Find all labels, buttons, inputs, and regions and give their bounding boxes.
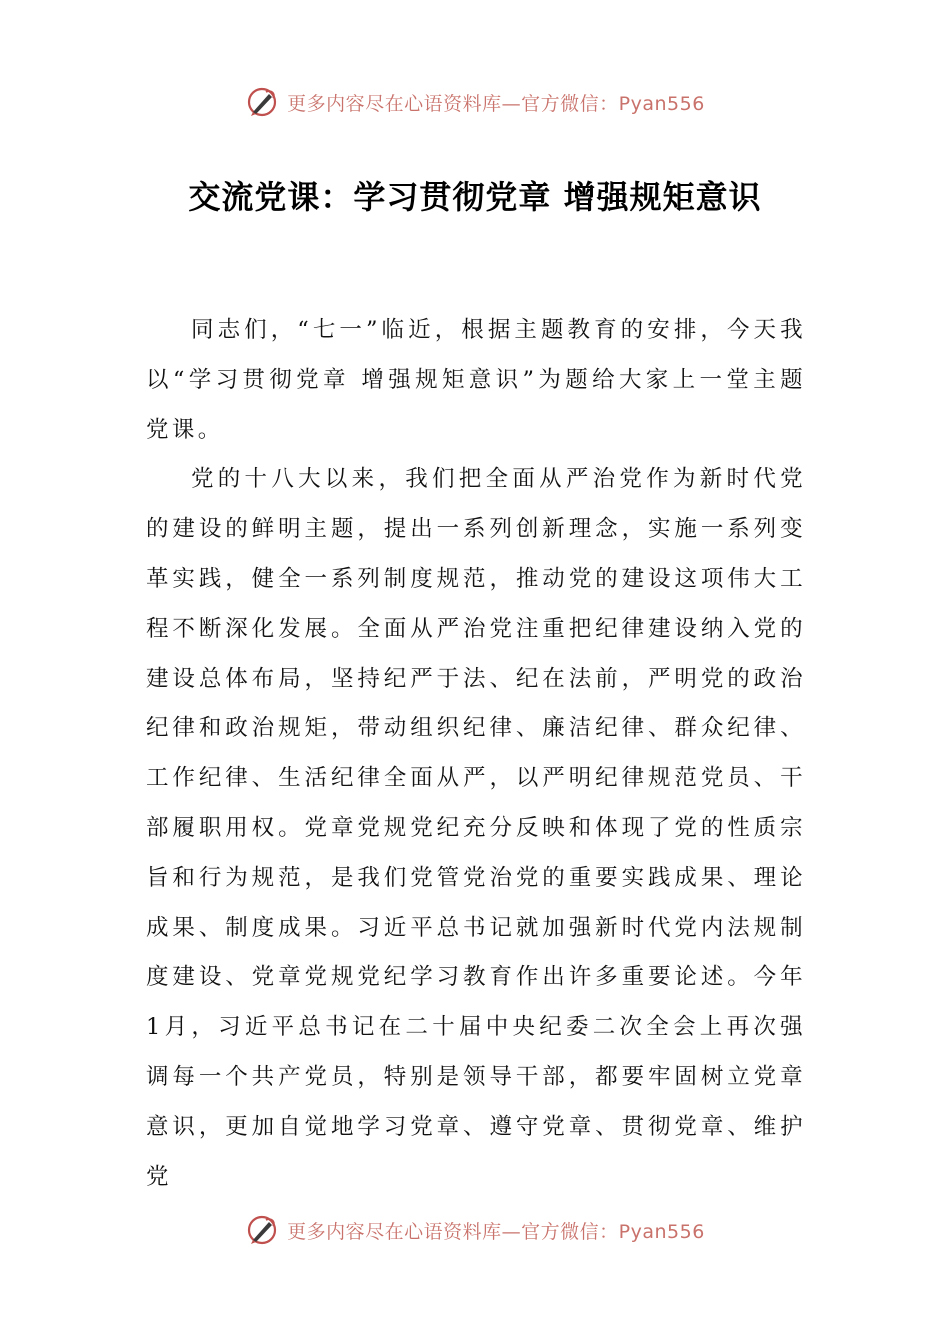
header-watermark: [0, 82, 950, 122]
paragraph: 党的十八大以来，我们把全面从严治党作为新时代党的建设的鲜明主题，提出一系列创新理念，实施一系列变革实践，健全一系列制度规范，推动党的建设这项伟大工程不断深化发展。全面从严治党注重把纪律建设纳入党的建设总体布局，坚持纪严于法、纪在法前，严明党的政治纪律和政治规矩，带动组织纪律、廉洁纪律、群众纪律、工作纪律、生活纪律全面从严，以严明纪律规范党员、干部履职用权。党章党规党纪充分反映和体现了党的性质宗旨和行为规范，是我们党管党治党的重要实践成果、理论成果、制度成果。习近平总书记就加强新时代党内法规制度建设、党章党规党纪学习教育作出许多重要论述。今年1月，习近平总书记在二十届中央纪委二次全会上再次强调每一个共产党员，特别是领导干部，都要牢固树立党章意识，更加自觉地学习党章、遵守党章、贯彻党章、维护党: [146, 466, 806, 1190]
document-body: [146, 306, 806, 1202]
paragraph: 同志们，“七一”临近，根据主题教育的安排，今天我以“学习贯彻党章 增强规矩意识”为题给大家上一堂主题党课。: [146, 317, 806, 443]
watermark-wechat-id: Pyan556: [618, 1220, 705, 1243]
watermark-text: 更多内容尽在心语资料库—官方微信：Pyan556: [287, 1220, 705, 1243]
footer-watermark: [0, 1210, 950, 1250]
document-title: 交流党课：学习贯彻党章 增强规矩意识: [188, 178, 762, 216]
pen-circle-logo-icon: [245, 1213, 279, 1247]
watermark-text: 更多内容尽在心语资料库—官方微信：Pyan556: [287, 92, 705, 115]
pen-circle-logo-icon: [245, 85, 279, 119]
watermark-wechat-id: Pyan556: [618, 92, 705, 115]
